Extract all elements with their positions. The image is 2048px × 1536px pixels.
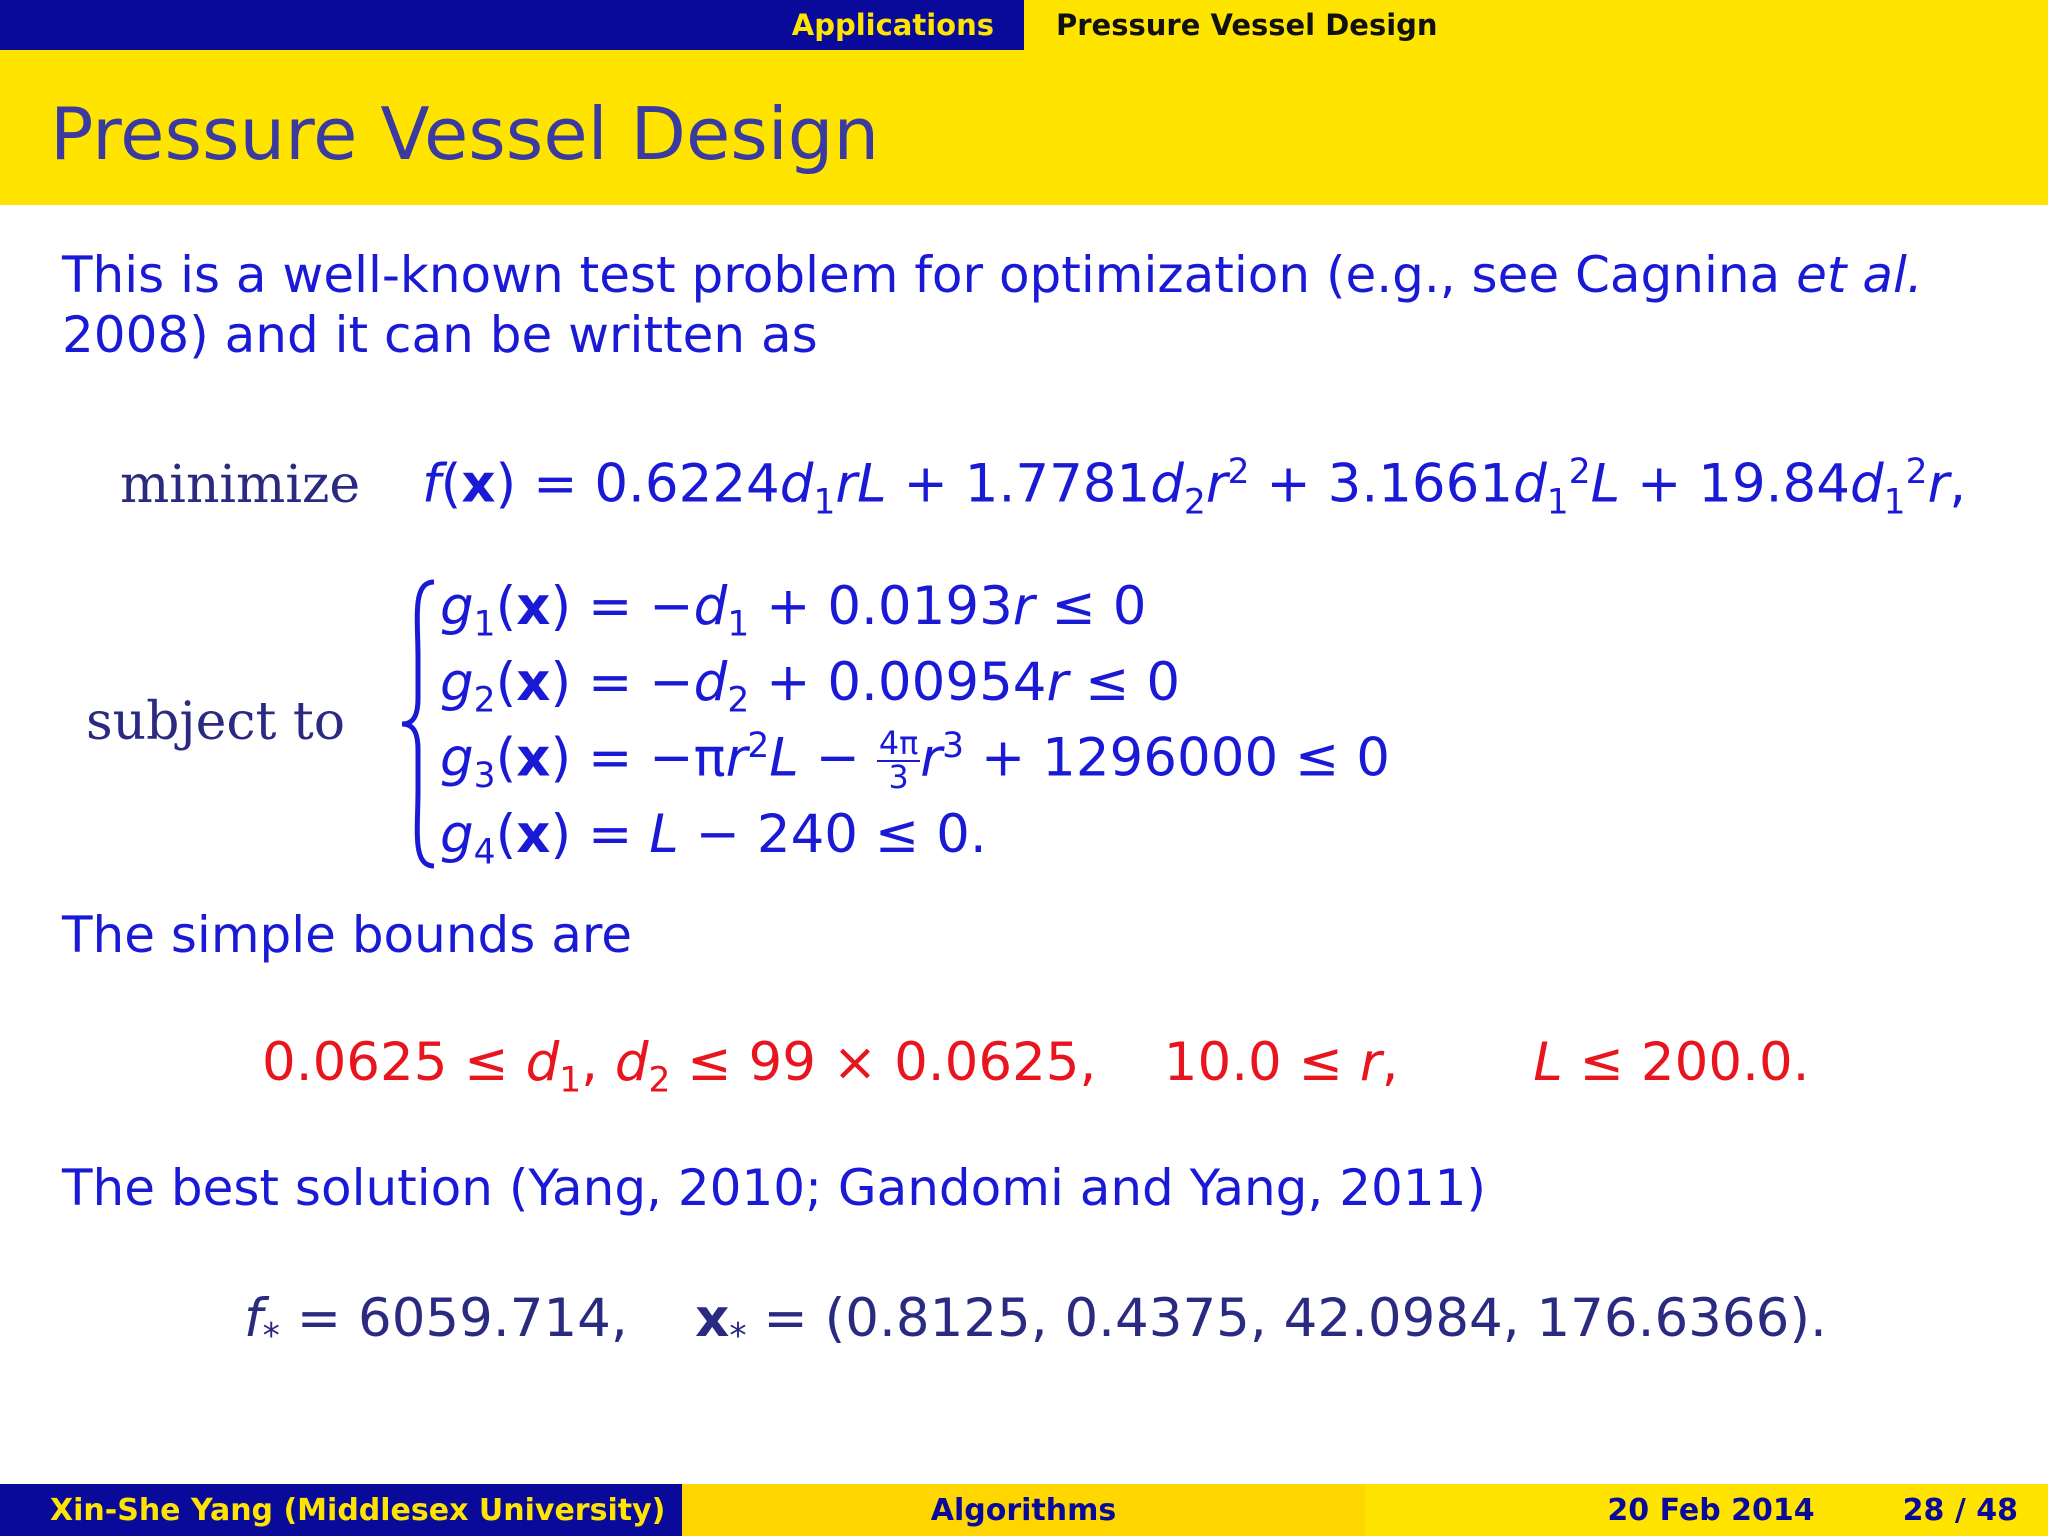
nav-subsection-cell	[1024, 0, 2048, 50]
slide-title: Pressure Vessel Design	[50, 92, 880, 176]
best-solution: $f_* = 6059.714$, $x_* = (0.8125$, 0.4375, 42.0984, 176.6366).	[244, 1288, 1827, 1357]
objective-function: $f(x) = 0.6224d_1rL + 1.7781d_2r^2 + 3.1661d_1^2L + 19.84d_1^2r$,	[422, 452, 1967, 523]
footer-topic: Algorithms	[682, 1484, 1365, 1536]
nav-section-cell	[0, 0, 1024, 50]
footer-page-number: 28 / 48	[1902, 1492, 2018, 1528]
intro-text: This is a well-known test problem for optimization (e.g., see Cagnina et al. 2008) and it can be written as	[62, 246, 1923, 364]
constraint-1: $g_1(x) = -d_1 + 0.0193r \le 0$	[440, 576, 1147, 645]
constraint-2: $g_2(x) = -d_2 + 0.00954r \le 0$	[440, 652, 1181, 721]
constraint-4: $g_4(x) = L - 240 \le 0$.	[440, 804, 987, 873]
footer-date: 20 Feb 2014	[1607, 1492, 1815, 1528]
minimize-label: minimize	[120, 455, 361, 515]
best-solution-intro: The best solution (Yang, 2010; Gandomi and Yang, 2011)	[62, 1159, 1486, 1217]
bounds-intro: The simple bounds are	[62, 906, 633, 964]
intro-paragraph	[62, 245, 2002, 365]
simple-bounds: $0.0625 \le d_1$, $d_2 \le 99 \times 0.0625$, 10.0 ≤ r, L ≤ 200.0.	[262, 1032, 1810, 1101]
subject-to-label: subject to	[86, 692, 346, 752]
footer-author: Xin-She Yang (Middlesex University)	[0, 1484, 682, 1536]
constraint-brace	[398, 578, 442, 870]
top-nav-bar	[0, 0, 2048, 50]
nav-subsection-link[interactable]: Pressure Vessel Design	[1056, 8, 1438, 42]
footer-info	[1365, 1484, 2048, 1536]
title-bar	[0, 50, 2048, 205]
constraint-3: $g_3(x) = -\pi r^2L$ − $\frac{4\pi}{3}$ $r^3 + 1296000 \le 0$	[440, 725, 1390, 797]
nav-section-link[interactable]: Applications	[791, 8, 994, 42]
footer-bar	[0, 1484, 2048, 1536]
